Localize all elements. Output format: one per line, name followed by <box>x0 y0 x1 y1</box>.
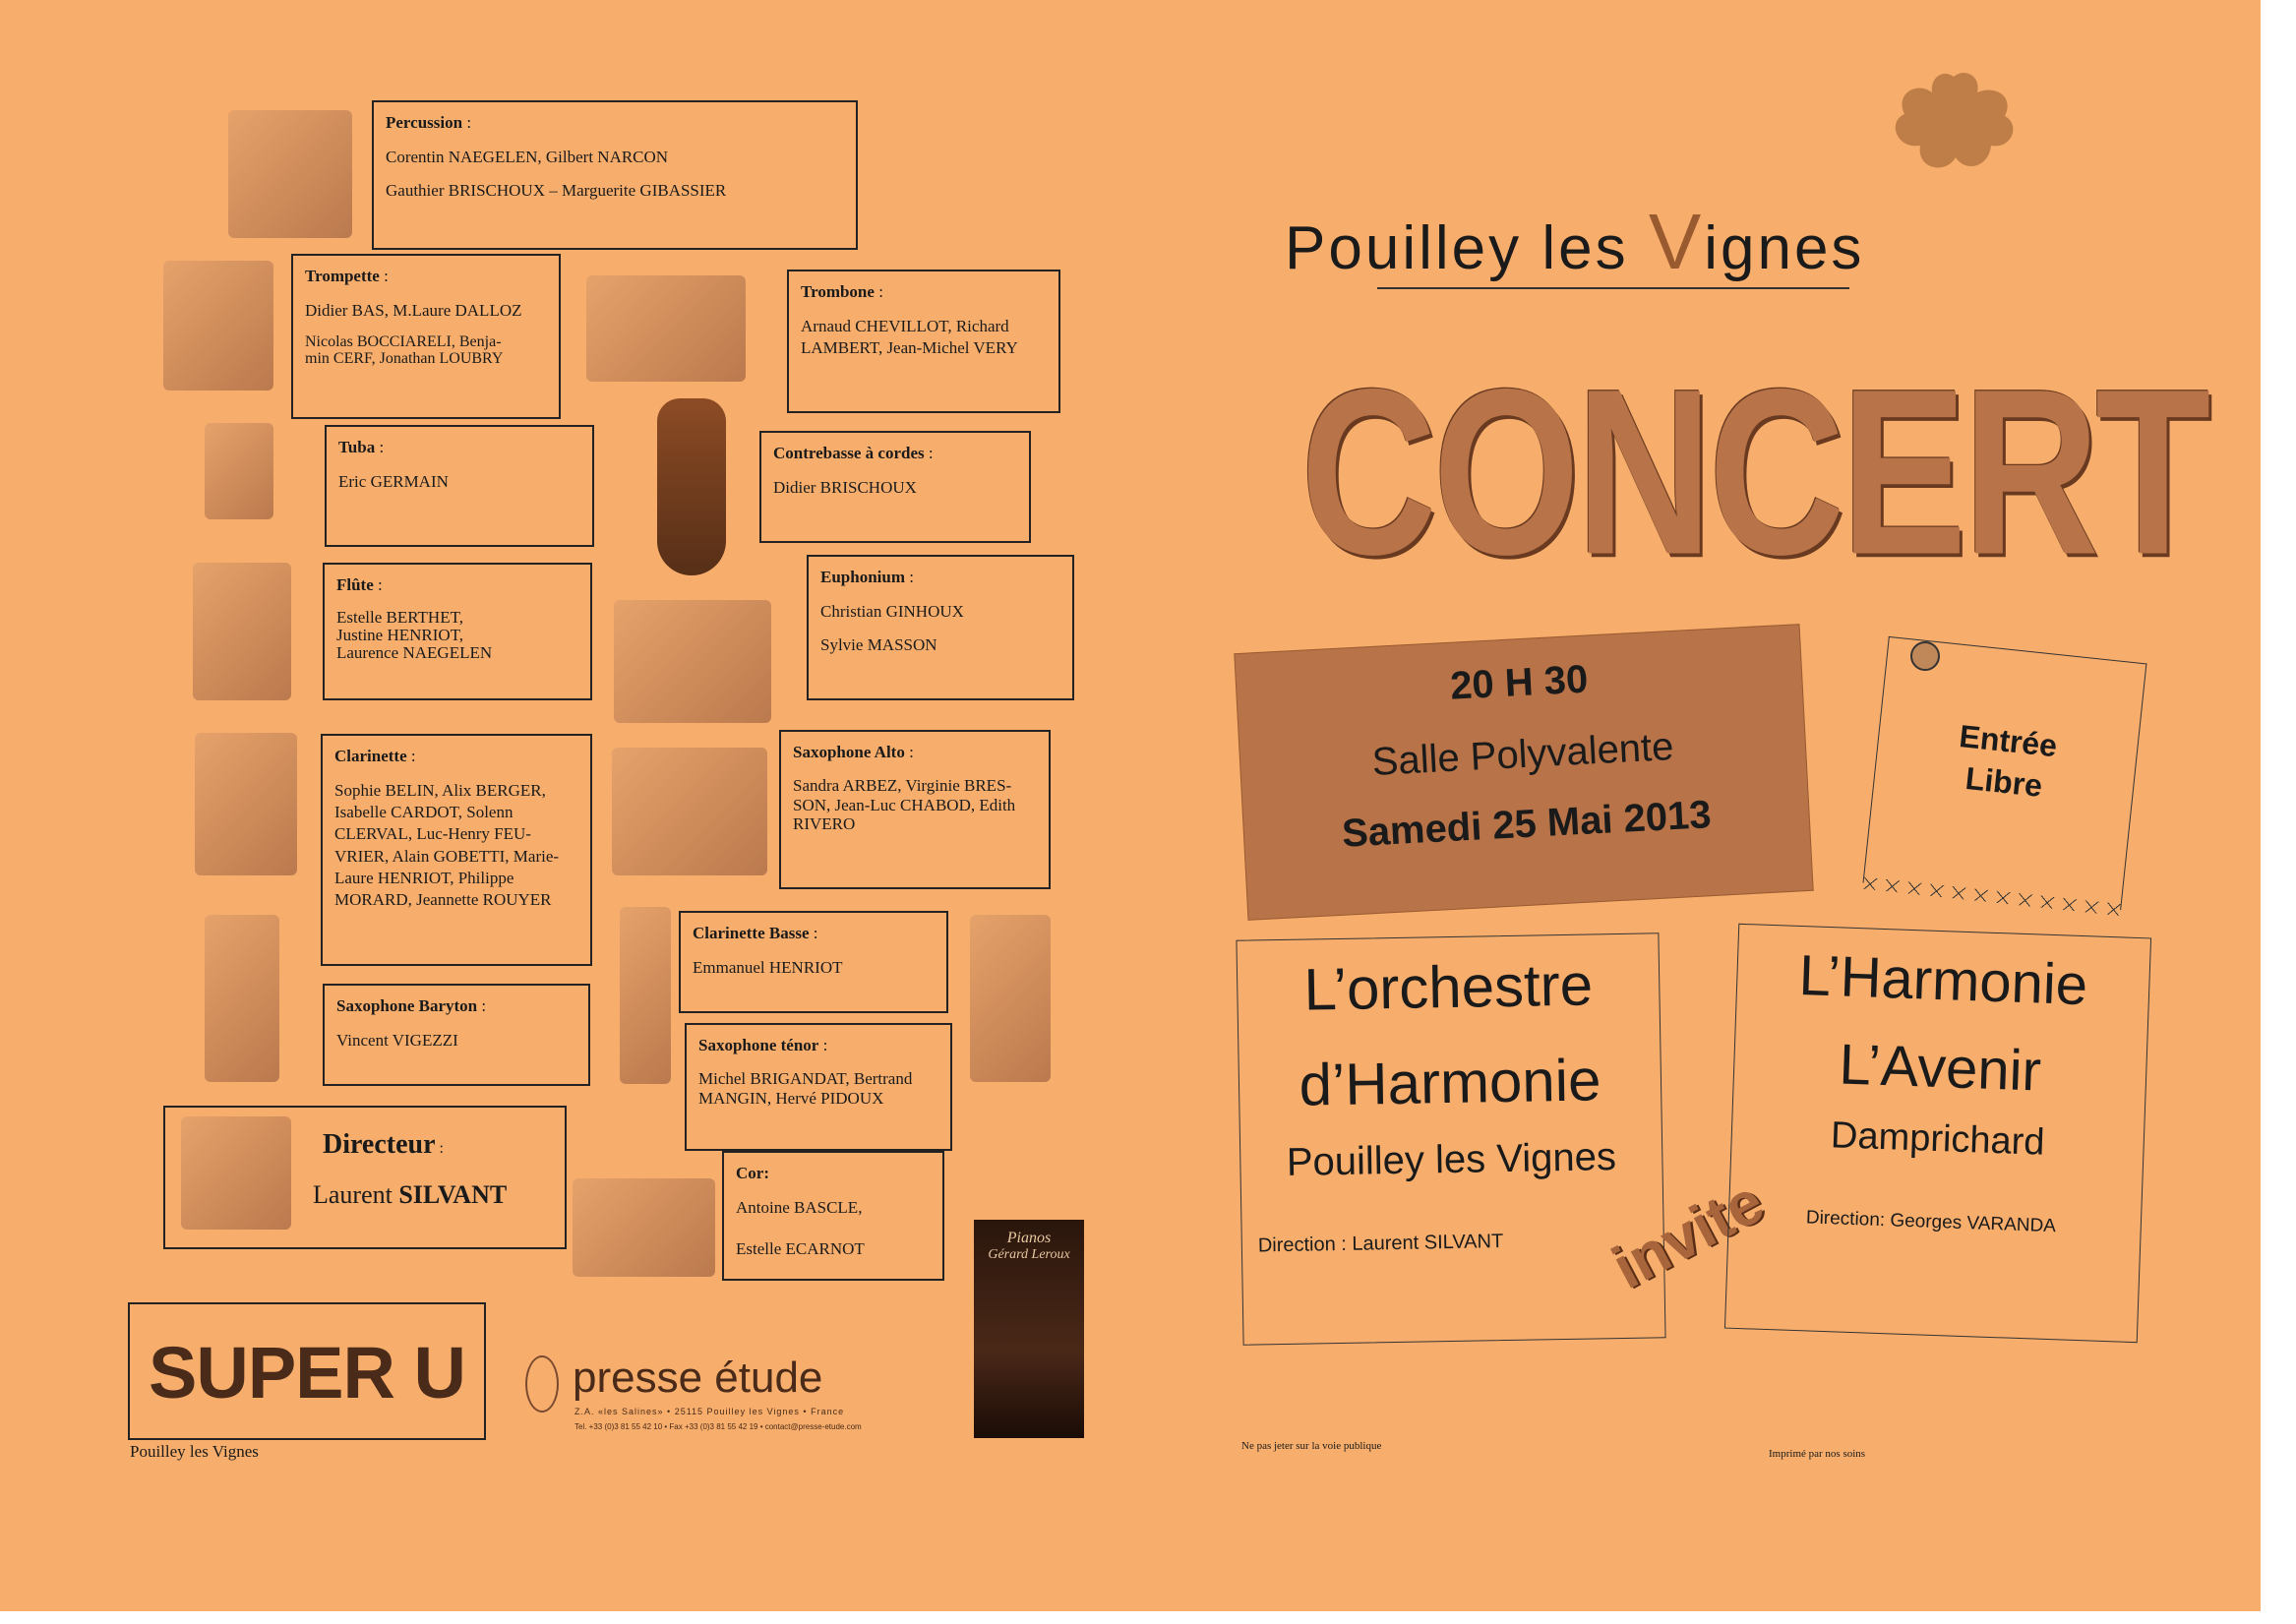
saxo-baryton-box <box>323 984 590 1086</box>
euphonium-box <box>807 555 1074 700</box>
contrebasse-line-1: Didier BRISCHOUX <box>773 478 917 498</box>
tuba-box <box>325 425 594 547</box>
town-title-v: V <box>1648 198 1705 285</box>
orchestre-line-3: Pouilley les Vignes <box>1286 1135 1617 1184</box>
harmonie-box <box>1724 924 2151 1343</box>
pianos-ad <box>974 1220 1084 1438</box>
contrebasse-title: Contrebasse à cordes : <box>773 444 934 462</box>
trompette-title: Trompette : <box>305 267 389 285</box>
directeur-title: Directeur : <box>323 1129 444 1160</box>
percussion-line-2: Gauthier BRISCHOUX – Marguerite GIBASSIER <box>386 180 727 200</box>
harmonie-line-1: L’Harmonie <box>1797 942 2089 1018</box>
event-banner <box>1235 625 1812 920</box>
orchestre-direction: Direction : Laurent SILVANT <box>1257 1231 1504 1257</box>
flute-box <box>323 563 592 700</box>
french-horn-icon <box>573 1178 715 1277</box>
pianos-name: Gérard Leroux <box>988 1247 1070 1262</box>
euphonium-title: Euphonium : <box>820 568 914 586</box>
saxo-tenor-title: Saxophone ténor : <box>698 1036 828 1054</box>
flute-icon <box>193 563 291 700</box>
presse-address: Z.A. «les Salines» • 25115 Pouilley les Vignes • France <box>574 1407 845 1416</box>
percussion-title: Percussion : <box>386 113 472 132</box>
saxo-alto-line-1: Sandra ARBEZ, Virginie BRES- SON, Jean-Luc CHABOD, Edith RIVERO <box>793 776 1016 834</box>
clarinette-basse-line-1: Emmanuel HENRIOT <box>693 958 843 978</box>
clarinette-basse-box <box>679 911 948 1013</box>
tuba-title: Tuba : <box>338 438 385 456</box>
trompette-line-1: Didier BAS, M.Laure DALLOZ <box>305 301 522 321</box>
presse-contact: Tel. +33 (0)3 81 55 42 10 • Fax +33 (0)3 81 55 42 19 • contact@presse-etude.com <box>574 1422 862 1431</box>
saxo-baryton-line-1: Vincent VIGEZZI <box>336 1031 458 1051</box>
pushpin-icon <box>1910 641 1940 671</box>
invite-text: invite <box>1601 1167 1775 1302</box>
event-date: Samedi 25 Mai 2013 <box>1340 793 1713 856</box>
cor-line-2: Estelle ECARNOT <box>736 1238 865 1258</box>
presse-logo: presse étude <box>573 1353 823 1402</box>
clarinette-title: Clarinette : <box>334 747 416 765</box>
entry-zigzag <box>1863 877 2121 916</box>
clarinet-icon <box>195 733 297 875</box>
percussion-box <box>372 100 858 250</box>
superu-logo: SUPER U <box>149 1332 465 1413</box>
harmonie-line-3: Damprichard <box>1830 1114 2046 1164</box>
alto-sax-icon <box>612 748 767 875</box>
event-time: 20 H 30 <box>1449 657 1590 708</box>
trompette-line-2: Nicolas BOCCIARELI, Benja- min CERF, Jonathan LOUBRY <box>305 332 504 368</box>
entry-line-2: Libre <box>1964 759 2044 804</box>
saxo-tenor-box <box>685 1023 952 1151</box>
entry-note <box>1863 636 2147 910</box>
saxo-baryton-title: Saxophone Baryton : <box>336 996 487 1015</box>
saxo-tenor-line-1: Michel BRIGANDAT, Bertrand MANGIN, Hervé PIDOUX <box>698 1069 913 1108</box>
harmonie-line-2: L’Avenir <box>1838 1032 2043 1104</box>
orchestre-line-1: L’orchestre <box>1302 951 1594 1023</box>
cor-line-1: Antoine BASCLE, <box>736 1198 863 1218</box>
presse-logo-mark-icon <box>525 1355 559 1413</box>
trompette-box <box>291 254 561 419</box>
harmonie-direction: Direction: Georges VARANDA <box>1805 1207 2057 1237</box>
title-underline <box>1377 287 1849 289</box>
trombone-line-1: Arnaud CHEVILLOT, Richard LAMBERT, Jean-Michel VERY <box>801 317 1018 357</box>
vine-leaf-icon <box>1887 67 2021 189</box>
trombone-title: Trombone : <box>801 282 883 301</box>
bass-clarinet-icon <box>620 907 671 1084</box>
euphonium-line-1: Christian GINHOUX <box>820 602 964 622</box>
cor-box <box>722 1151 944 1281</box>
contrebasse-box <box>759 431 1031 543</box>
orchestre-box <box>1236 932 1665 1345</box>
trumpet-icon <box>163 261 273 391</box>
superu-logo-box <box>128 1302 486 1440</box>
directeur-box <box>163 1106 567 1249</box>
tuba-line-1: Eric GERMAIN <box>338 472 449 492</box>
clarinette-box <box>321 734 592 966</box>
tenor-sax-icon <box>970 915 1051 1082</box>
flute-title: Flûte : <box>336 575 383 594</box>
euphonium-icon <box>614 600 771 723</box>
euphonium-line-2: Sylvie MASSON <box>820 634 937 654</box>
orchestre-line-2: d’Harmonie <box>1299 1047 1601 1118</box>
saxo-alto-box <box>779 730 1051 889</box>
concert-heading: CONCERT <box>1300 339 2207 604</box>
entry-line-1: Entrée <box>1958 718 2059 764</box>
tuba-icon <box>205 423 273 519</box>
trombone-icon <box>586 275 746 382</box>
flute-line-1: Estelle BERTHET, Justine HENRIOT, Laurence NAEGELEN <box>336 608 493 662</box>
cor-title: Cor: <box>736 1164 769 1182</box>
event-venue: Salle Polyvalente <box>1370 725 1675 785</box>
percussion-line-1: Corentin NAEGELEN, Gilbert NARCON <box>386 148 669 167</box>
trombone-box <box>787 270 1060 413</box>
double-bass-icon <box>657 398 726 575</box>
saxo-alto-title: Saxophone Alto : <box>793 743 914 761</box>
pianos-title: Pianos <box>1006 1230 1052 1246</box>
entry-text <box>1874 708 2139 816</box>
footer-left: Ne pas jeter sur la voie publique <box>1241 1440 1382 1452</box>
footer-right: Imprimé par nos soins <box>1769 1448 1866 1460</box>
directeur-name: Laurent SILVANT <box>313 1180 508 1209</box>
clarinette-basse-title: Clarinette Basse : <box>693 924 818 942</box>
superu-caption: Pouilley les Vignes <box>130 1442 259 1461</box>
town-title: Pouilley les Vignes <box>1285 198 1865 285</box>
baritone-sax-icon <box>205 915 279 1082</box>
clarinette-line-1: Sophie BELIN, Alix BERGER, Isabelle CARDOT, Solenn CLERVAL, Luc-Henry FEU- VRIER, Alain GOBETTI, Marie- Laure HENRIOT, Philippe MORARD, Jeannette ROUYER <box>334 781 560 909</box>
percussion-icon <box>228 110 352 238</box>
